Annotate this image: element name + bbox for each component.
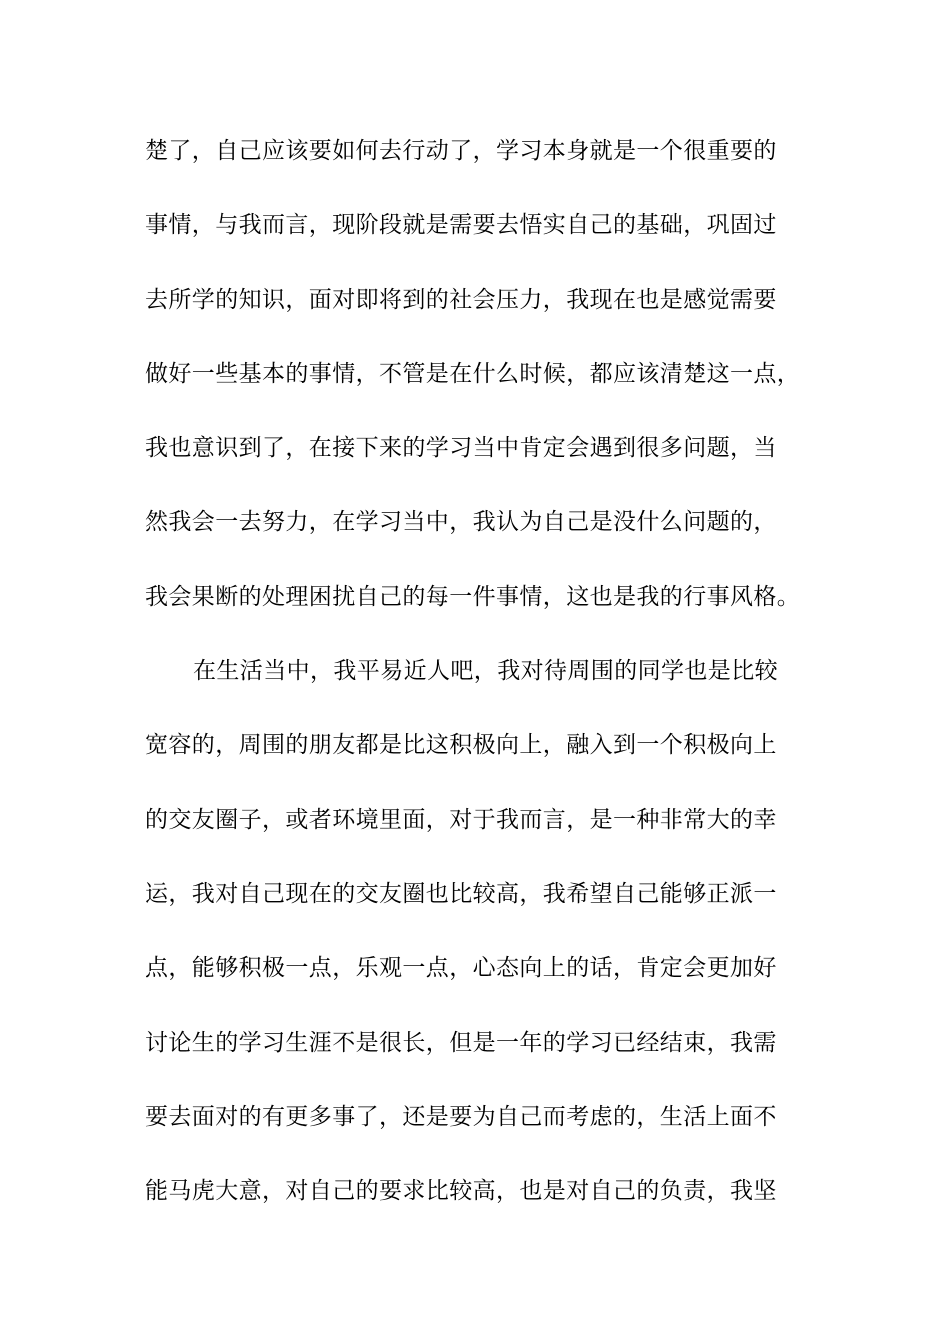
text-line: 楚了，自己应该要如何去行动了，学习本身就是一个很重要的 bbox=[145, 138, 777, 164]
text-line: 去所学的知识，面对即将到的社会压力，我现在也是感觉需要 bbox=[145, 286, 777, 313]
text-line: 事情，与我而言，现阶段就是需要去悟实自己的基础，巩固过 bbox=[145, 212, 777, 239]
text-line: 能马虎大意，对自己的要求比较高，也是对自己的负责，我坚 bbox=[145, 1178, 777, 1205]
text-line: 的交友圈子，或者环境里面，对于我而言，是一种非常大的幸 bbox=[145, 806, 777, 833]
text-line: 运，我对自己现在的交友圈也比较高，我希望自己能够正派一 bbox=[145, 880, 777, 907]
text-line: 做好一些基本的事情，不管是在什么时候，都应该清楚这一点， bbox=[145, 360, 801, 387]
body-text bbox=[145, 131, 845, 1245]
text-line: 讨论生的学习生涯不是很长，但是一年的学习已经结束，我需 bbox=[145, 1029, 777, 1056]
text-line: 我会果断的处理困扰自己的每一件事情，这也是我的行事风格。 bbox=[145, 583, 801, 610]
text-line: 点，能够积极一点，乐观一点，心态向上的话，肯定会更加好 bbox=[145, 955, 777, 982]
text-line: 宽容的，周围的朋友都是比这积极向上，融入到一个积极向上 bbox=[145, 732, 777, 759]
text-line: 我也意识到了，在接下来的学习当中肯定会遇到很多问题，当 bbox=[145, 435, 777, 462]
text-line: 然我会一去努力，在学习当中，我认为自己是没什么问题的， bbox=[145, 509, 777, 536]
paragraph-start-line: 在生活当中，我平易近人吧，我对待周围的同学也是比较 bbox=[193, 658, 778, 685]
text-line: 要去面对的有更多事了，还是要为自己而考虑的，生活上面不 bbox=[145, 1103, 777, 1130]
